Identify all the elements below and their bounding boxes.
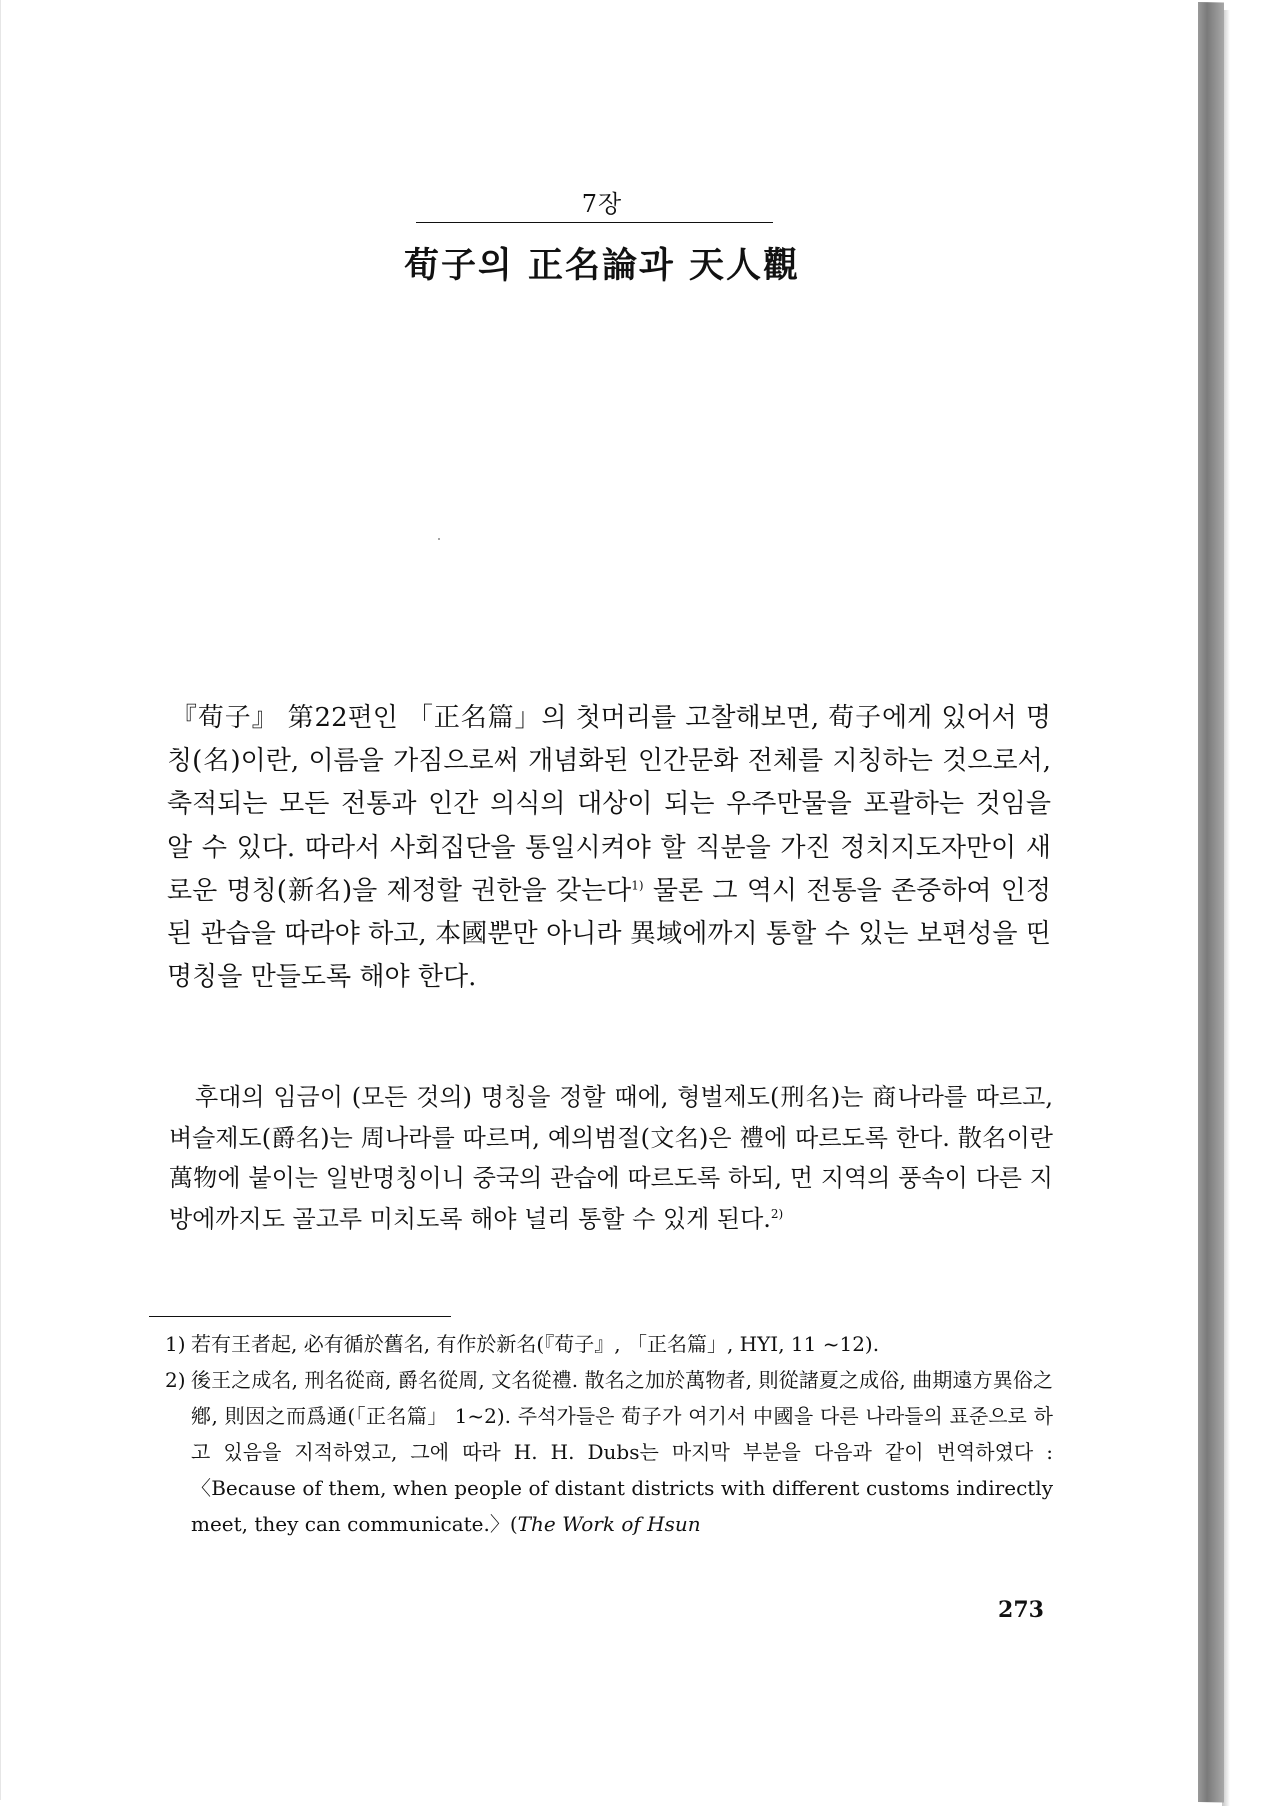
footnote-2: [165, 1362, 1053, 1542]
footnote-text: [191, 1362, 1053, 1542]
page-number: 273: [998, 1597, 1044, 1623]
chapter-number: 7장: [581, 190, 623, 218]
block-quote-text: 후대의 임금이 (모든 것의) 명칭을 정할 때에, 형벌제도(刑名)는 商나라를 따르고, 벼슬제도(爵名)는 周나라를 따르며, 예의범절(文名)은 禮에 따르도록 한다. 散名이란 萬物에 붙이는 일반명칭이니 중국의 관습에 따르도록 하되, 먼 지역의 풍속이 다른 지방에까지도 골고루 미치도록 해야 널리 통할 수 있게 된다.: [169, 1083, 1053, 1233]
footnote-book-title: The Work of Hsun: [517, 1512, 701, 1536]
body-paragraph: [167, 697, 1051, 999]
footnotes: [165, 1326, 1053, 1542]
block-quote: [169, 1077, 1053, 1239]
footnote-ref-2: 2): [770, 1206, 784, 1221]
footnote-text: 若有王者起, 必有循於舊名, 有作於新名(『荀子』, 「正名篇」, HYI, 11 ~12).: [191, 1332, 880, 1356]
footnote-number: 1): [165, 1332, 186, 1356]
page-edge: [1198, 2, 1224, 1803]
body-paragraph-text: 『荀子』 第22편인 「正名篇」의 첫머리를 고찰해보면, 荀子에게 있어서 명칭(名)이란, 이름을 가짐으로써 개념화된 인간문화 전체를 지칭하는 것으로서, 축적되는 모든 전통과 인간 의식의 대상이 되는 우주만물을 포괄하는 것임을 알 수 있다. 따라서 사회집단을 통일시켜야 할 직분을 가진 정치지도자만이 새로운 명칭(新名)을 제정할 권한을 갖는다: [167, 703, 1051, 906]
footnote-1: [165, 1326, 1053, 1362]
print-speck: [438, 538, 440, 540]
chapter-title: 荀子의 正名論과 天人觀: [404, 245, 800, 286]
footnote-ref-1: 1): [631, 878, 644, 893]
title-rule: [416, 222, 773, 223]
footnote-rule: [149, 1316, 451, 1317]
body-paragraph-continuation: 물론 그 역시 전통을 존중하여 인정된 관습을 따라야 하고, 本國뿐만 아니라 異域에까지 통할 수 있는 보편성을 띤 명칭을 만들도록 해야 한다.: [167, 875, 1051, 993]
footnote-text-body: 後王之成名, 刑名從商, 爵名從周, 文名從禮. 散名之加於萬物者, 則從諸夏之成俗, 曲期遠方異俗之鄕, 則因之而爲通(「正名篇」 1~2). 주석가들은 荀子가 여기서 中國을 다른 나라들의 표준으로 하고 있음을 지적하였고, 그에 따라 H. H. Dubs는 마지막 부분을 다음과 같이 번역하였다 : 〈Because of them, when people of distant districts with different customs indirectly meet, they can communicate.〉(: [191, 1368, 1053, 1536]
footnote-number: 2): [165, 1368, 186, 1392]
